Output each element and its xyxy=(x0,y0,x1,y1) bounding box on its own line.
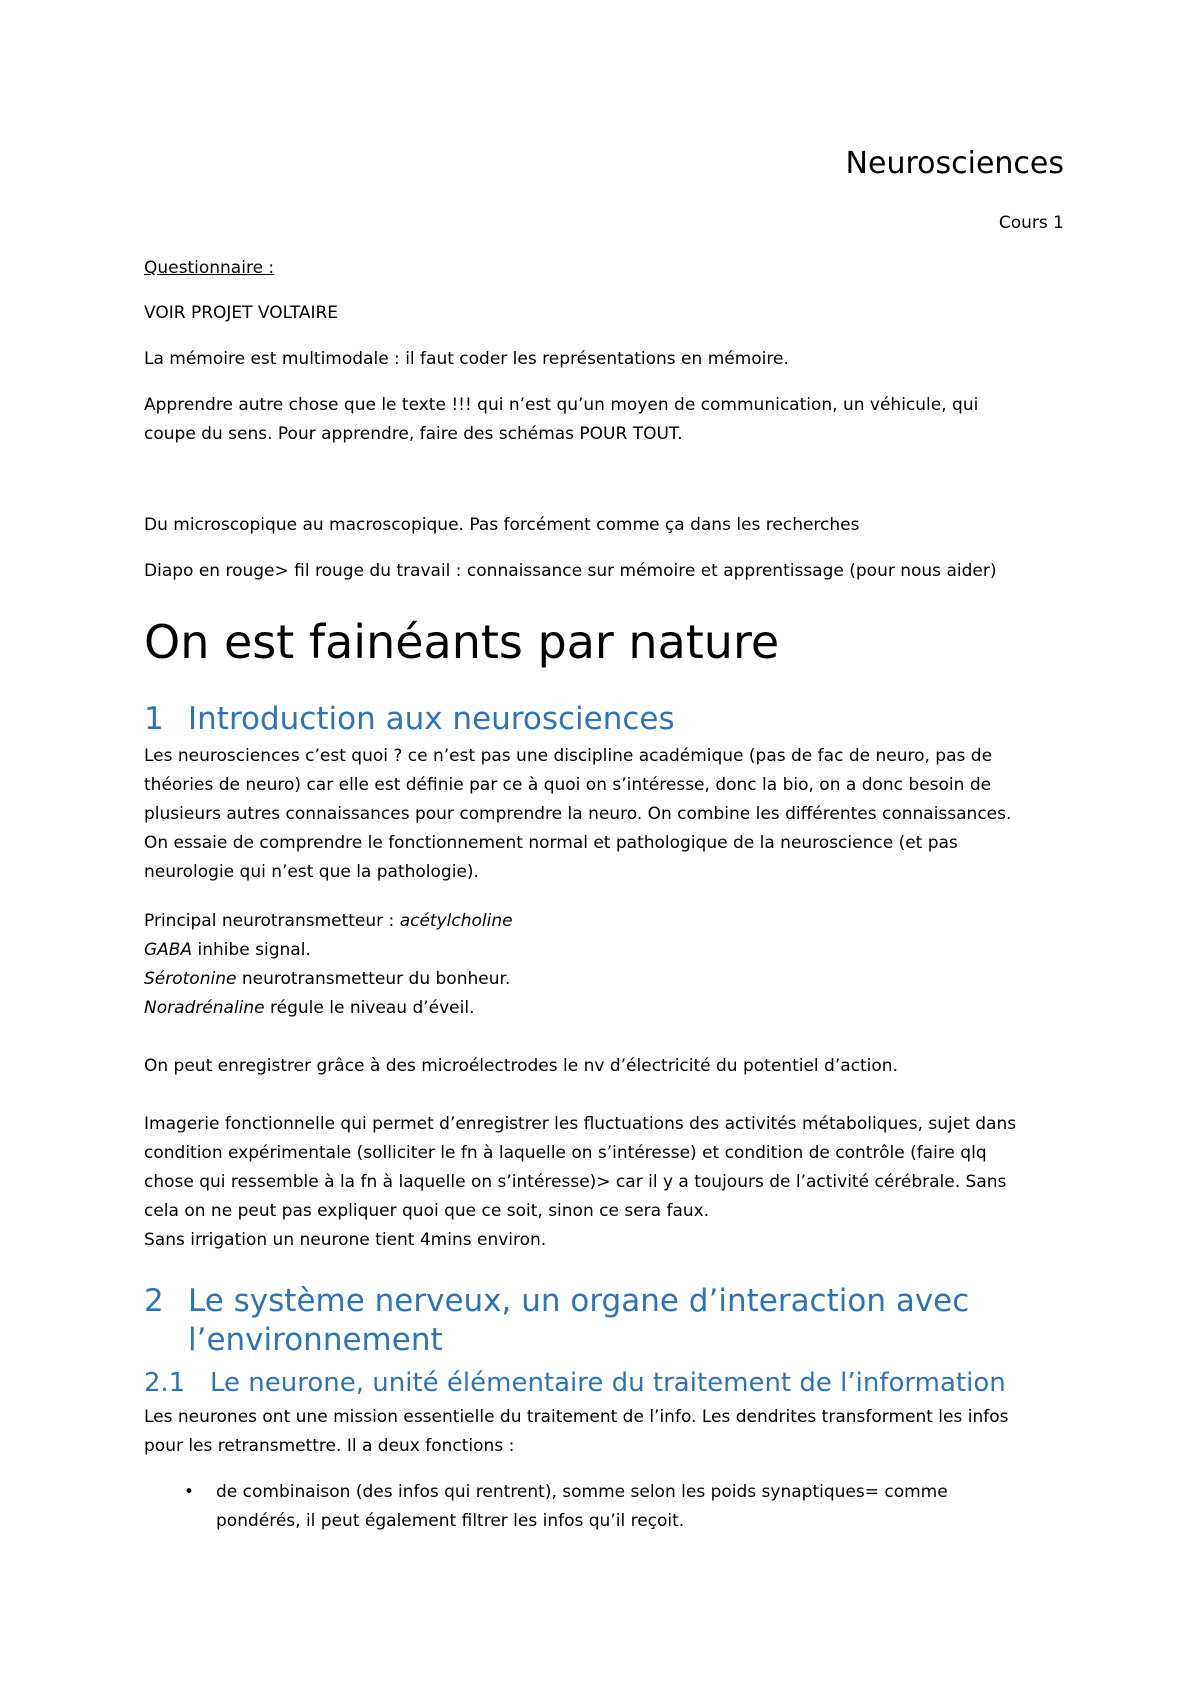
neuro-line-1 xyxy=(144,910,513,932)
apprendre-line-1: Apprendre autre chose que le texte !!! qui n’est qu’un moyen de communication, un véhicule, qui xyxy=(144,395,979,415)
neuro-line-1-prefix: Principal neurotransmetteur : xyxy=(144,911,400,931)
imagerie-line-5: Sans irrigation un neurone tient 4mins environ. xyxy=(144,1230,547,1250)
neuro-line-3-italic: Sérotonine xyxy=(144,969,237,989)
neuro-line-2 xyxy=(144,939,311,961)
document-subtitle: Cours 1 xyxy=(998,213,1064,233)
section-1-title: Introduction aux neurosciences xyxy=(188,701,675,737)
section-2-title-line-1: Le système nerveux, un organe d’interaction avec xyxy=(188,1283,970,1319)
section-2-1-title: Le neurone, unité élémentaire du traitement de l’information xyxy=(210,1368,1006,1398)
micro-line: Du microscopique au macroscopique. Pas forcément comme ça dans les recherches xyxy=(144,515,860,535)
section-2-heading xyxy=(144,1282,969,1320)
bullet-1-line-1: de combinaison (des infos qui rentrent), somme selon les poids synaptiques= comme xyxy=(216,1482,948,1502)
section-1-para-line-1: Les neurosciences c’est quoi ? ce n’est pas une discipline académique (pas de fac de neuro, pas de xyxy=(144,746,993,766)
neuro-line-3-rest: neurotransmetteur du bonheur. xyxy=(236,969,511,989)
neuro-line-4 xyxy=(144,997,475,1019)
section-1-para-line-5: neurologie qui n’est que la pathologie). xyxy=(144,862,479,882)
section-1-heading xyxy=(144,700,675,738)
section-2-1-heading xyxy=(144,1367,1006,1399)
questionnaire-label: Questionnaire : xyxy=(144,258,275,278)
neuro-line-4-rest: régule le niveau d’éveil. xyxy=(264,998,475,1018)
section-1-number: 1 xyxy=(144,701,164,737)
enregistrer-line: On peut enregistrer grâce à des microélectrodes le nv d’électricité du potentiel d’action. xyxy=(144,1056,898,1076)
imagerie-line-4: cela on ne peut pas expliquer quoi que ce soit, sinon ce sera faux. xyxy=(144,1201,710,1221)
bullet-1-line-2: pondérés, il peut également filtrer les infos qu’il reçoit. xyxy=(216,1511,685,1531)
imagerie-line-2: condition expérimentale (solliciter le fn à laquelle on s’intéresse) et condition de contrôle (faire qlq xyxy=(144,1143,987,1163)
section-2-para-line-1: Les neurones ont une mission essentielle du traitement de l’info. Les dendrites transforment les infos xyxy=(144,1407,1009,1427)
section-2-para-line-2: pour les retransmettre. Il a deux fonctions : xyxy=(144,1436,515,1456)
neuro-line-1-italic: acétylcholine xyxy=(399,911,513,931)
neuro-line-2-rest: inhibe signal. xyxy=(192,940,311,960)
imagerie-line-3: chose qui ressemble à la fn à laquelle on s’intéresse)> car il y a toujours de l’activité cérébrale. Sans xyxy=(144,1172,1007,1192)
neuro-line-3 xyxy=(144,968,510,990)
memoire-line: La mémoire est multimodale : il faut coder les représentations en mémoire. xyxy=(144,349,789,369)
voir-projet-line: VOIR PROJET VOLTAIRE xyxy=(144,303,339,323)
heading-main: On est fainéants par nature xyxy=(144,615,780,669)
section-2-number: 2 xyxy=(144,1283,164,1319)
diapo-line: Diapo en rouge> fil rouge du travail : connaissance sur mémoire et apprentissage (pour nous aider) xyxy=(144,561,997,581)
section-2-title-line-2: l’environnement xyxy=(188,1322,443,1358)
imagerie-line-1: Imagerie fonctionnelle qui permet d’enregistrer les fluctuations des activités métaboliques, sujet dans xyxy=(144,1114,1017,1134)
section-1-para-line-3: plusieurs autres connaissances pour comprendre la neuro. On combine les différentes connaissances. xyxy=(144,804,1012,824)
document-title: Neurosciences xyxy=(845,146,1064,181)
section-1-para-line-4: On essaie de comprendre le fonctionnement normal et pathologique de la neuroscience (et pas xyxy=(144,833,958,853)
neuro-line-4-italic: Noradrénaline xyxy=(144,998,265,1018)
apprendre-line-2: coupe du sens. Pour apprendre, faire des schémas POUR TOUT. xyxy=(144,424,683,444)
bullet-icon: • xyxy=(184,1482,195,1502)
neuro-line-2-italic: GABA xyxy=(144,940,193,960)
section-1-para-line-2: théories de neuro) car elle est définie par ce à quoi on s’intéresse, donc la bio, on a donc besoin de xyxy=(144,775,992,795)
section-2-1-number: 2.1 xyxy=(144,1368,186,1398)
